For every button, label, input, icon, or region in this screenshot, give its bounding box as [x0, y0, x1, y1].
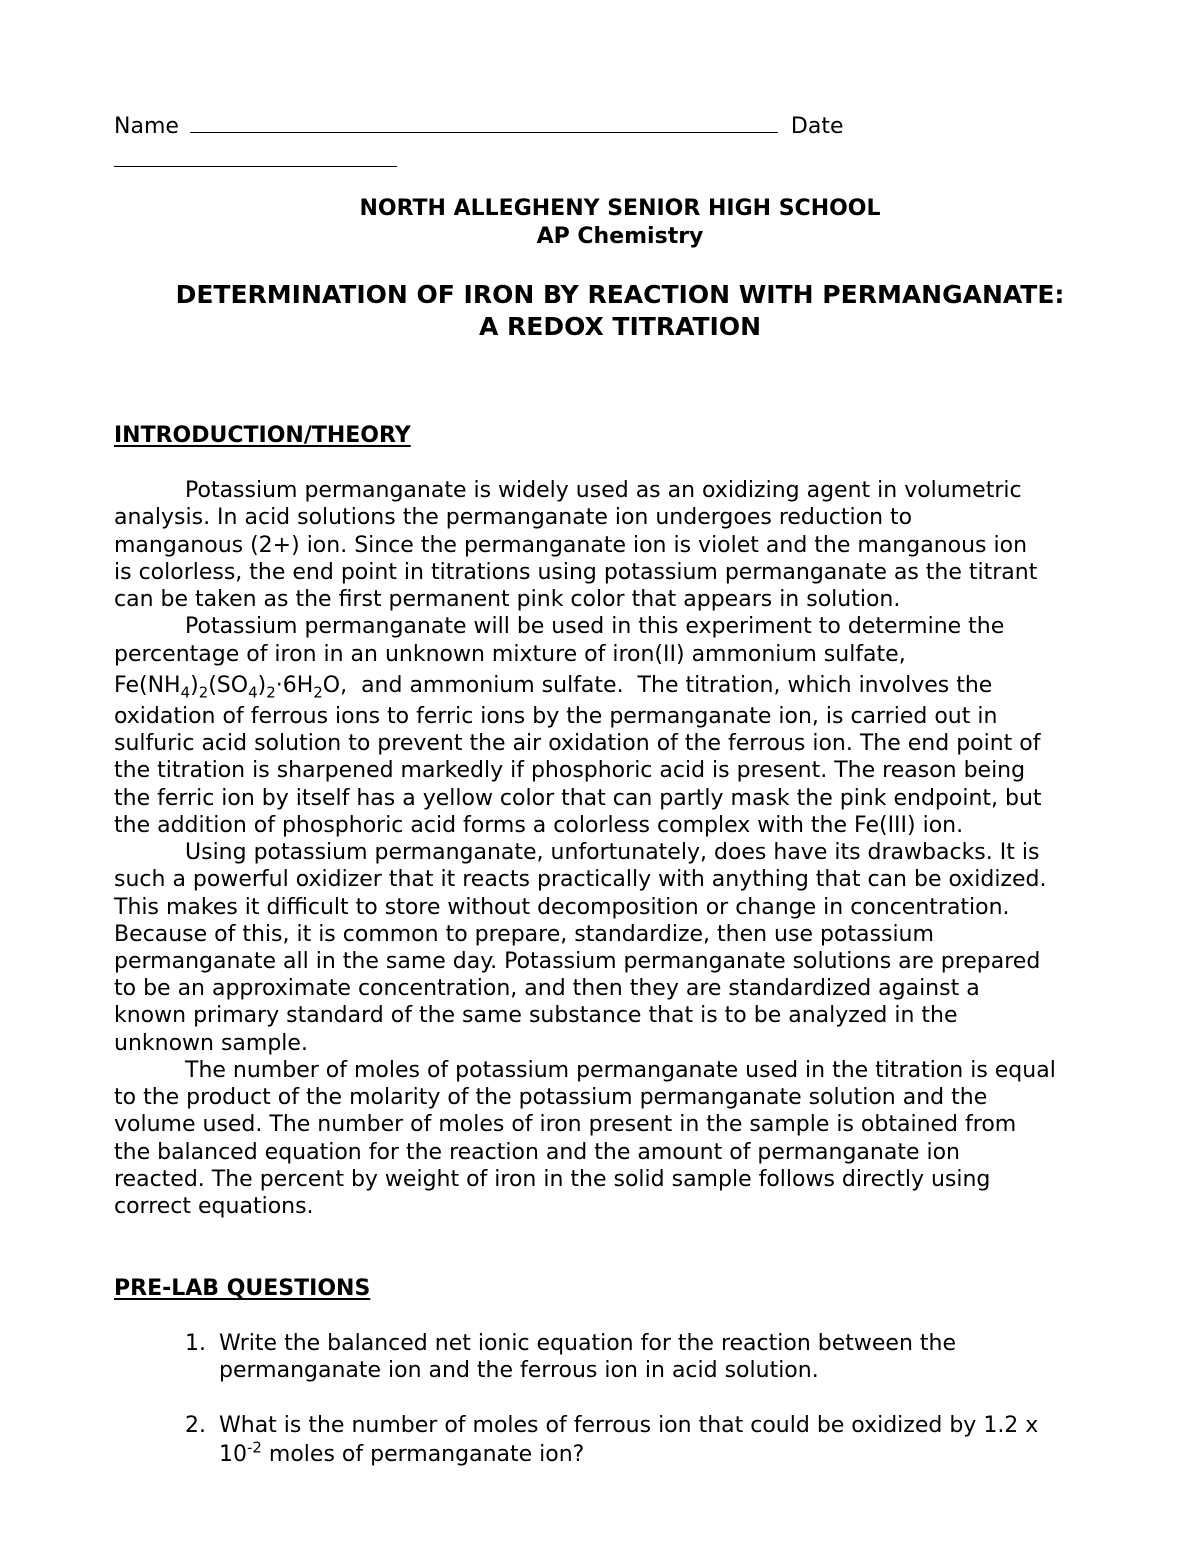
name-label: Name	[114, 114, 179, 139]
intro-line: the titration is sharpened markedly if phosphoric acid is present. The reason being	[114, 758, 1026, 783]
intro-line: unknown sample.	[114, 1031, 308, 1056]
intro-line: such a powerful oxidizer that it reacts practically with anything that can be oxidized.	[114, 867, 1047, 892]
question-1-line2: permanganate ion and the ferrous ion in acid solution.	[219, 1358, 819, 1383]
intro-line: analysis. In acid solutions the permanganate ion undergoes reduction to	[114, 505, 913, 530]
intro-line: known primary standard of the same substance that is to be analyzed in the	[114, 1003, 958, 1028]
intro-line: to the product of the molarity of the potassium permanganate solution and the	[114, 1085, 988, 1110]
question-2-line2: $10^{-2}$ moles of permanganate ion?	[219, 1438, 585, 1467]
name-date-line	[114, 114, 844, 139]
intro-line: Because of this, it is common to prepare, standardize, then use potassium	[114, 922, 934, 947]
intro-line: Potassium permanganate is widely used as an oxidizing agent in volumetric	[185, 478, 1022, 503]
intro-line: manganous (2+) ion. Since the permanganate ion is violet and the manganous ion	[114, 533, 1028, 558]
question-2-line1: What is the number of moles of ferrous ion that could be oxidized by 1.2 x	[219, 1413, 1039, 1438]
question-2-number: 2.	[185, 1413, 206, 1438]
intro-line: sulfuric acid solution to prevent the air oxidation of the ferrous ion. The end point of	[114, 731, 1041, 756]
intro-line: the ferric ion by itself has a yellow color that can partly mask the pink endpoint, but	[114, 786, 1042, 811]
question-1-line1: Write the balanced net ionic equation for the reaction between the	[219, 1331, 956, 1356]
intro-line: permanganate all in the same day. Potassium permanganate solutions are prepared	[114, 949, 1041, 974]
intro-line: percentage of iron in an unknown mixture of iron(II) ammonium sulfate,	[114, 642, 906, 667]
intro-line: the addition of phosphoric acid forms a colorless complex with the Fe(III) ion.	[114, 813, 964, 838]
prelab-heading: PRE-LAB QUESTIONS	[114, 1276, 371, 1301]
intro-line: reacted. The percent by weight of iron in the solid sample follows directly using	[114, 1167, 991, 1192]
intro-line: to be an approximate concentration, and then they are standardized against a	[114, 976, 980, 1001]
intro-line: oxidation of ferrous ions to ferric ions by the permanganate ion, is carried out in	[114, 704, 998, 729]
intro-line: can be taken as the first permanent pink color that appears in solution.	[114, 587, 901, 612]
course-name: AP Chemistry	[536, 224, 704, 249]
intro-line: is colorless, the end point in titrations using potassium permanganate as the titrant	[114, 560, 1038, 585]
intro-line: This makes it difficult to store without decomposition or change in concentration.	[114, 895, 1010, 920]
intro-line: volume used. The number of moles of iron present in the sample is obtained from	[114, 1112, 1017, 1137]
intro-line: the balanced equation for the reaction and the amount of permanganate ion	[114, 1140, 960, 1165]
intro-line: Using potassium permanganate, unfortunately, does have its drawbacks. It is	[185, 840, 1040, 865]
date-label: Date	[790, 114, 844, 139]
school-name: NORTH ALLEGHENY SENIOR HIGH SCHOOL	[359, 196, 881, 221]
document-title-line2: A REDOX TITRATION	[478, 312, 762, 341]
intro-line: Potassium permanganate will be used in this experiment to determine the	[185, 614, 1005, 639]
intro-heading: INTRODUCTION/THEORY	[114, 423, 411, 448]
name-field[interactable]	[190, 132, 778, 133]
intro-line: correct equations.	[114, 1194, 314, 1219]
formula-line: $Fe(NH_4)_2(SO_4)_2\cdot 6H_2O$, and ammonium sulfate. The titration, which involves the	[114, 673, 993, 702]
question-1-number: 1.	[185, 1331, 206, 1356]
intro-line: The number of moles of potassium permanganate used in the titration is equal	[185, 1058, 1056, 1083]
date-field[interactable]	[114, 146, 397, 167]
document-title-line1: DETERMINATION OF IRON BY REACTION WITH PERMANGANATE:	[175, 280, 1065, 309]
